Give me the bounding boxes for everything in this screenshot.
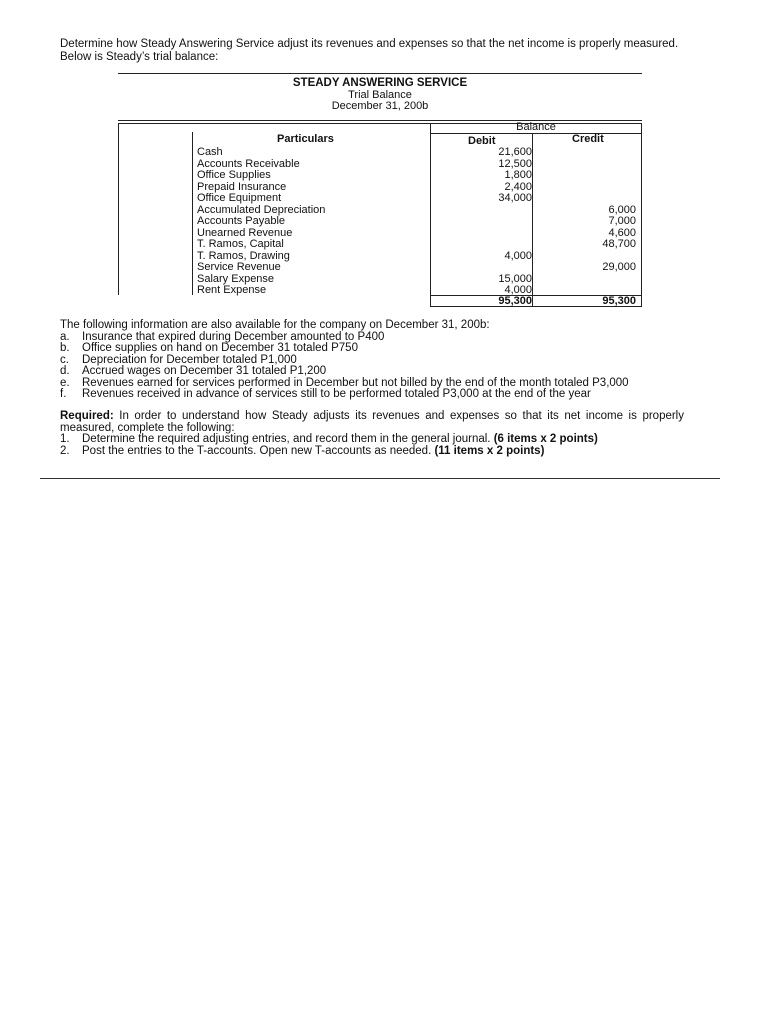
total-debit: 95,300	[498, 295, 532, 307]
required-label: Required:	[60, 410, 114, 422]
adjustment-list	[60, 332, 700, 401]
list-item: a. Insurance that expired during December amounted to P400	[60, 330, 385, 343]
table-row: T. Ramos, Drawing 4,000	[197, 249, 532, 262]
statement-date: December 31, 200b	[331, 100, 429, 112]
table-row: Office Equipment 34,000	[197, 192, 532, 204]
total-credit: 95,300	[602, 295, 636, 307]
list-item: e. Revenues earned for services performed in December but not billed by the end of the month totaled P3,000	[60, 376, 629, 389]
table-row: Accumulated Depreciation 6,000	[197, 203, 636, 216]
table-row: Accounts Receivable 12,500	[197, 157, 532, 170]
trial-balance-heading	[118, 78, 642, 113]
list-item: 2. Post the entries to the T-accounts. Open new T-accounts as needed. (11 items x 2 points)	[60, 444, 545, 457]
required-text: In order to understand how Steady adjusts its revenues and expenses so that its net income is properly measured, complete the following:	[60, 410, 684, 434]
heading-rule	[118, 73, 642, 74]
page-divider	[40, 478, 720, 479]
table-row: Rent Expense 4,000	[197, 284, 532, 296]
table-row: Salary Expense 15,000	[197, 272, 532, 285]
info-lead: The following information are also available for the company on December 31, 200b:	[60, 319, 490, 331]
totals-bottom-rule	[430, 306, 642, 307]
table-row: Office Supplies 1,800	[197, 169, 532, 181]
account-rows	[118, 147, 642, 297]
company-name: STEADY ANSWERING SERVICE	[292, 77, 468, 89]
required-steps	[60, 434, 700, 457]
table-row: T. Ramos, Capital 48,700	[197, 238, 636, 250]
table-row: Service Revenue 29,000	[197, 261, 636, 273]
table-row: Prepaid Insurance 2,400	[197, 180, 532, 193]
table-row: Accounts Payable 7,000	[197, 215, 636, 227]
table-row: Cash 21,600	[197, 146, 532, 158]
balance-header: Balance	[516, 121, 556, 133]
particulars-header: Particulars	[277, 133, 334, 145]
list-item: 1. Determine the required adjusting entries, and record them in the general journal. (6 items x 2 points)	[60, 433, 598, 445]
trial-balance-table	[118, 122, 642, 306]
table-row: Unearned Revenue 4,600	[197, 226, 636, 239]
list-item: d. Accrued wages on December 31 totaled P1,200	[60, 365, 327, 377]
list-item: f. Revenues received in advance of services still to be performed totaled P3,000 at the end of the year	[60, 388, 591, 400]
additional-information	[60, 320, 700, 401]
balance-underline	[430, 133, 642, 134]
list-item: b. Office supplies on hand on December 31 totaled P750	[60, 342, 358, 354]
debit-header: Debit	[468, 135, 496, 147]
required-paragraph	[60, 410, 684, 434]
list-item: c. Depreciation for December totaled P1,000	[60, 353, 297, 366]
intro-paragraph: Determine how Steady Answering Service adjust its revenues and expenses so that the net income is properly measured. Below is Steady’s trial balance:	[60, 38, 679, 63]
credit-header: Credit	[572, 133, 604, 145]
statement-title: Trial Balance	[348, 88, 412, 101]
